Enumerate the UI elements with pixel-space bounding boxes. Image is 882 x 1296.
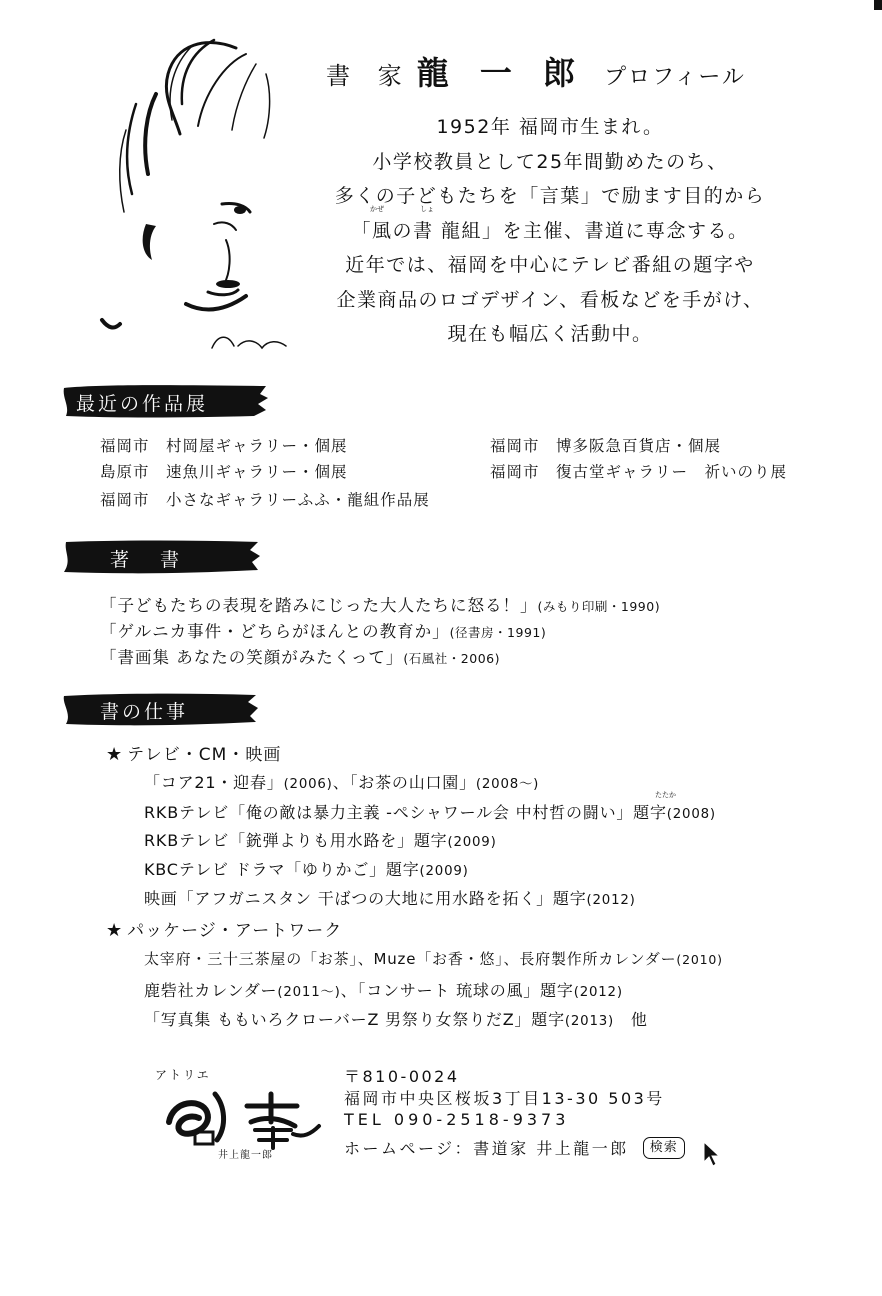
atelier-caption: アトリエ xyxy=(155,1068,211,1082)
intro-line: 近年では、福岡を中心にテレビ番組の題字や xyxy=(345,254,755,276)
book-publisher: (径書房・1991) xyxy=(449,625,547,640)
star-icon: ★ xyxy=(106,920,124,941)
address: 福岡市中央区桜坂3丁目13-30 503号 xyxy=(344,1089,665,1108)
section-title: 著 書 xyxy=(110,549,186,571)
intro-line: 1952年 福岡市生まれ。 xyxy=(436,116,664,138)
exhibition-item: 島原市 速魚川ギャラリー・個展 xyxy=(100,463,348,481)
exhibition-item: 福岡市 博多阪急百貨店・個展 xyxy=(490,437,722,455)
work-item: KBCテレビ ドラマ「ゆりかご」題字(2009) xyxy=(144,860,469,879)
book-publisher: (みもり印刷・1990) xyxy=(537,599,661,614)
work-item: 太宰府・三十三茶屋の「お茶」、Muze「お香・悠」、長府製作所カレンダー(2010) xyxy=(144,950,723,968)
telephone: TEL 090-2518-9373 xyxy=(344,1110,570,1129)
section-title: 書の仕事 xyxy=(100,701,189,723)
title-subtitle: プロフィール xyxy=(604,65,746,90)
intro-line: 企業商品のロゴデザイン、看板などを手がけ、 xyxy=(336,288,764,311)
work-item: RKBテレビ「俺の敵は暴力主義 -ペシャワール会 中村哲の闘い」題字(2008) xyxy=(144,803,716,822)
work-item: 映画「アフガニスタン 干ばつの大地に用水路を拓く」題字(2012) xyxy=(144,889,636,908)
category-heading: テレビ・CM・映画 xyxy=(127,745,282,765)
book-title: 「ゲルニカ事件・どちらがほんとの教育か」 xyxy=(100,622,450,641)
book-item xyxy=(100,644,500,668)
book-item xyxy=(100,618,546,642)
title-role: 書 家 xyxy=(326,62,412,90)
book-title: 「書画集 あなたの笑顔がみたくって」 xyxy=(100,648,404,667)
title-name: 龍 一 郎 xyxy=(416,54,586,92)
portrait-sketch xyxy=(96,34,304,364)
book-publisher: (石風社・2006) xyxy=(403,651,500,666)
postal-code: 〒810-0024 xyxy=(344,1067,460,1086)
homepage-line xyxy=(344,1136,685,1159)
work-item: 「コア21・迎春」(2006)、「お茶の山口園」(2008～) xyxy=(144,773,540,792)
ruby-kaze: かぜ xyxy=(370,205,384,213)
works-category-package xyxy=(106,916,342,941)
exhibition-item: 福岡市 村岡屋ギャラリー・個展 xyxy=(100,437,348,455)
work-item: 「写真集 ももいろクローバーZ 男祭り女祭りだZ」題字(2013) 他 xyxy=(144,1010,648,1029)
atelier-logo-name: 井上龍一郎 xyxy=(218,1150,273,1161)
intro-line: 多くの子どもたちを「言葉」で励ます目的から xyxy=(334,185,766,207)
intro-line: 「風の書 龍組」を主催、書道に専念する。 xyxy=(351,219,749,242)
ruby-sho: しょ xyxy=(420,205,434,213)
homepage-label: ホームページ：書道家 井上龍一郎 xyxy=(344,1139,629,1158)
exhibition-item: 福岡市 復古堂ギャラリー 祈いのり展 xyxy=(490,463,788,481)
intro-line: 現在も幅広く活動中。 xyxy=(447,323,653,345)
star-icon: ★ xyxy=(106,744,124,765)
works-category-tv xyxy=(106,740,281,765)
book-item xyxy=(100,592,660,616)
section-header-exhibitions xyxy=(62,382,272,420)
search-button[interactable]: 検索 xyxy=(643,1137,685,1159)
book-title: 「子どもたちの表現を踏みにじった大人たちに怒る！」 xyxy=(100,596,538,615)
work-item: RKBテレビ「銃弾よりも用水路を」題字(2009) xyxy=(144,831,497,850)
corner-mark xyxy=(874,0,882,10)
exhibition-item: 福岡市 小さなギャラリーふふ・龍組作品展 xyxy=(100,491,430,509)
section-header-books xyxy=(62,538,262,576)
profile-title xyxy=(326,48,746,92)
cursor-arrow-icon xyxy=(702,1140,722,1168)
intro-text xyxy=(300,110,800,352)
section-title: 最近の作品展 xyxy=(76,393,209,415)
work-item: 鹿砦社カレンダー(2011～)、「コンサート 琉球の風」題字(2012) xyxy=(144,981,623,1000)
intro-line: 小学校教員として25年間勤めたのち、 xyxy=(372,150,728,173)
ruby-tatakai: たたか xyxy=(655,791,676,799)
category-heading: パッケージ・アートワーク xyxy=(127,921,343,941)
section-header-works xyxy=(62,690,262,728)
atelier-logo xyxy=(155,1082,325,1154)
